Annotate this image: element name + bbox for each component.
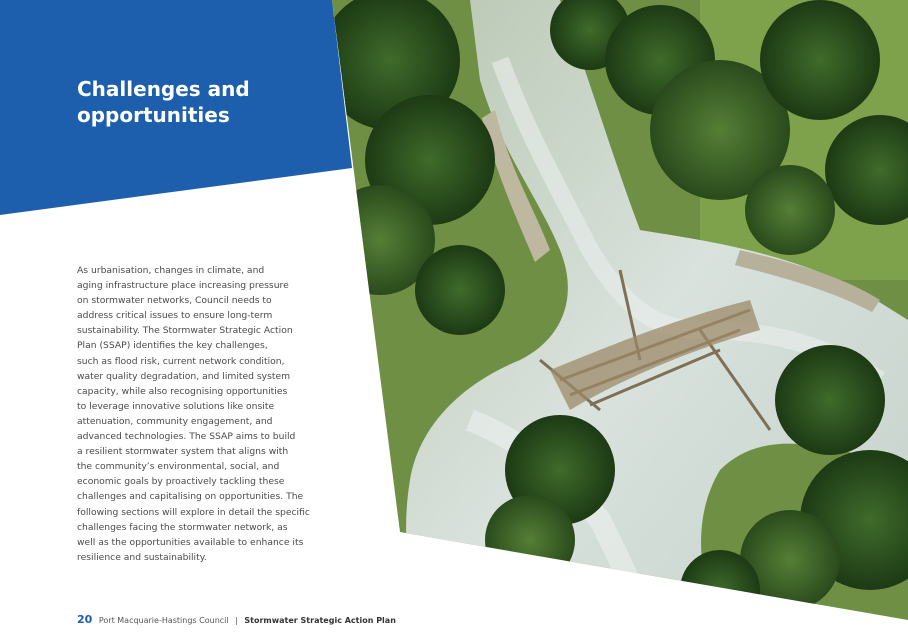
- paragraph-line: the community’s environmental, social, and: [77, 461, 280, 473]
- paragraph-line: capacity, while also recognising opportunities: [77, 385, 288, 397]
- paragraph-line: such as flood risk, current network condition,: [77, 355, 285, 367]
- paragraph-line: advanced technologies. The SSAP aims to build: [77, 431, 296, 443]
- paragraph-line: following sections will explore in detail the specific: [77, 506, 310, 518]
- footer-organisation: Port Macquarie-Hastings Council: [98, 616, 229, 625]
- page-number: 20: [77, 613, 93, 626]
- paragraph-line: to leverage innovative solutions like onsite: [77, 400, 275, 412]
- paragraph-line: a resilient stormwater system that aligns with: [77, 446, 289, 458]
- page-title: [77, 76, 317, 128]
- paragraph-line: challenges and capitalising on opportunities. The: [77, 491, 304, 503]
- paragraph-line: aging infrastructure place increasing pressure: [77, 280, 289, 292]
- paragraph-line: well as the opportunities available to enhance its: [77, 536, 304, 548]
- footer-separator: |: [235, 616, 238, 625]
- paragraph-line: attenuation, community engagement, and: [77, 415, 273, 427]
- paragraph-line: As urbanisation, changes in climate, and: [77, 265, 265, 276]
- paragraph-line: resilience and sustainability.: [77, 551, 207, 563]
- page-title-line: Challenges and: [77, 77, 250, 101]
- page-footer: [77, 613, 396, 628]
- footer-document-title: Stormwater Strategic Action Plan: [244, 616, 396, 625]
- paragraph-line: address critical issues to ensure long-term: [77, 310, 273, 322]
- page-title-line: opportunities: [77, 103, 230, 127]
- paragraph-line: Plan (SSAP) identifies the key challenges,: [77, 340, 268, 352]
- paragraph-line: water quality degradation, and limited system: [77, 370, 291, 382]
- paragraph-line: challenges facing the stormwater network, as: [77, 521, 288, 533]
- paragraph-line: sustainability. The Stormwater Strategic Action: [77, 325, 293, 337]
- paragraph-line: economic goals by proactively tackling these: [77, 476, 285, 488]
- intro-paragraph: [77, 263, 337, 565]
- paragraph-line: on stormwater networks, Council needs to: [77, 295, 272, 307]
